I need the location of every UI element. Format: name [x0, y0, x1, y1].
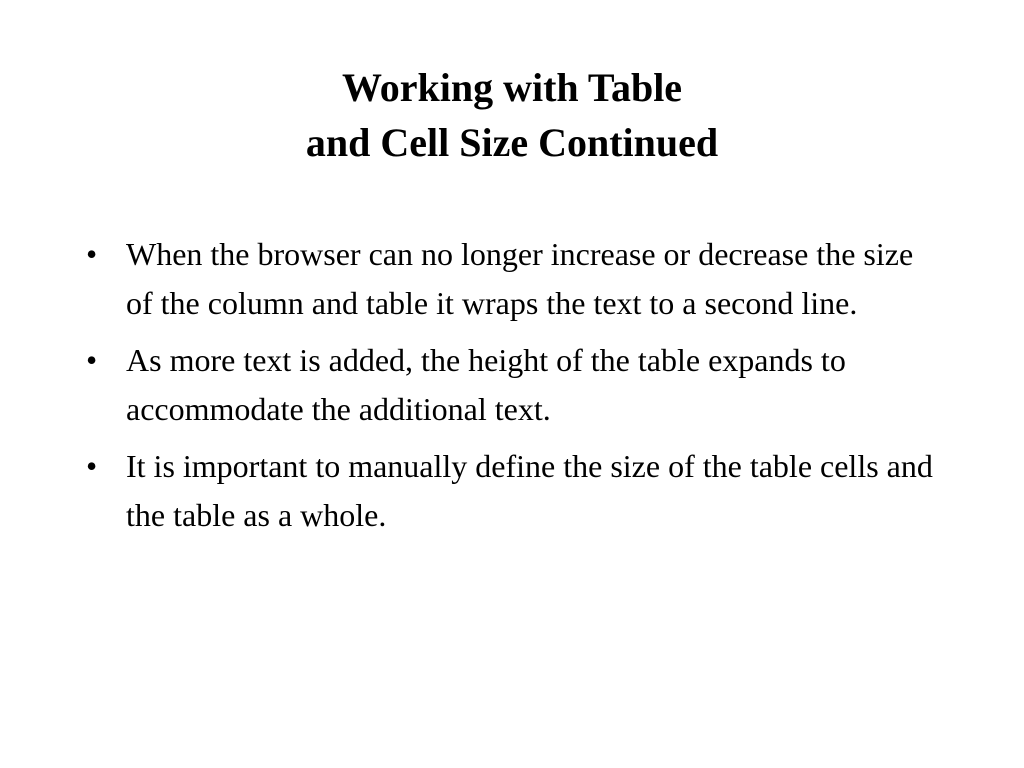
- slide-title: [0, 60, 1024, 170]
- bullet-list: [86, 230, 946, 548]
- bullet-text: As more text is added, the height of the table expands to accommodate the additional text.: [126, 342, 846, 427]
- bullet-item: [86, 442, 946, 539]
- bullet-marker: •: [86, 342, 98, 378]
- title-line-2: and Cell Size Continued: [305, 120, 719, 165]
- bullet-marker: •: [86, 236, 98, 272]
- bullet-marker: •: [86, 448, 98, 484]
- bullet-text: It is important to manually define the size of the table cells and the table as a whole.: [126, 448, 933, 533]
- bullet-text: When the browser can no longer increase or decrease the size of the column and table it wraps the text to a second line.: [126, 236, 914, 321]
- bullet-item: [86, 336, 946, 433]
- title-line-1: Working with Table: [341, 65, 683, 110]
- bullet-item: [86, 230, 946, 327]
